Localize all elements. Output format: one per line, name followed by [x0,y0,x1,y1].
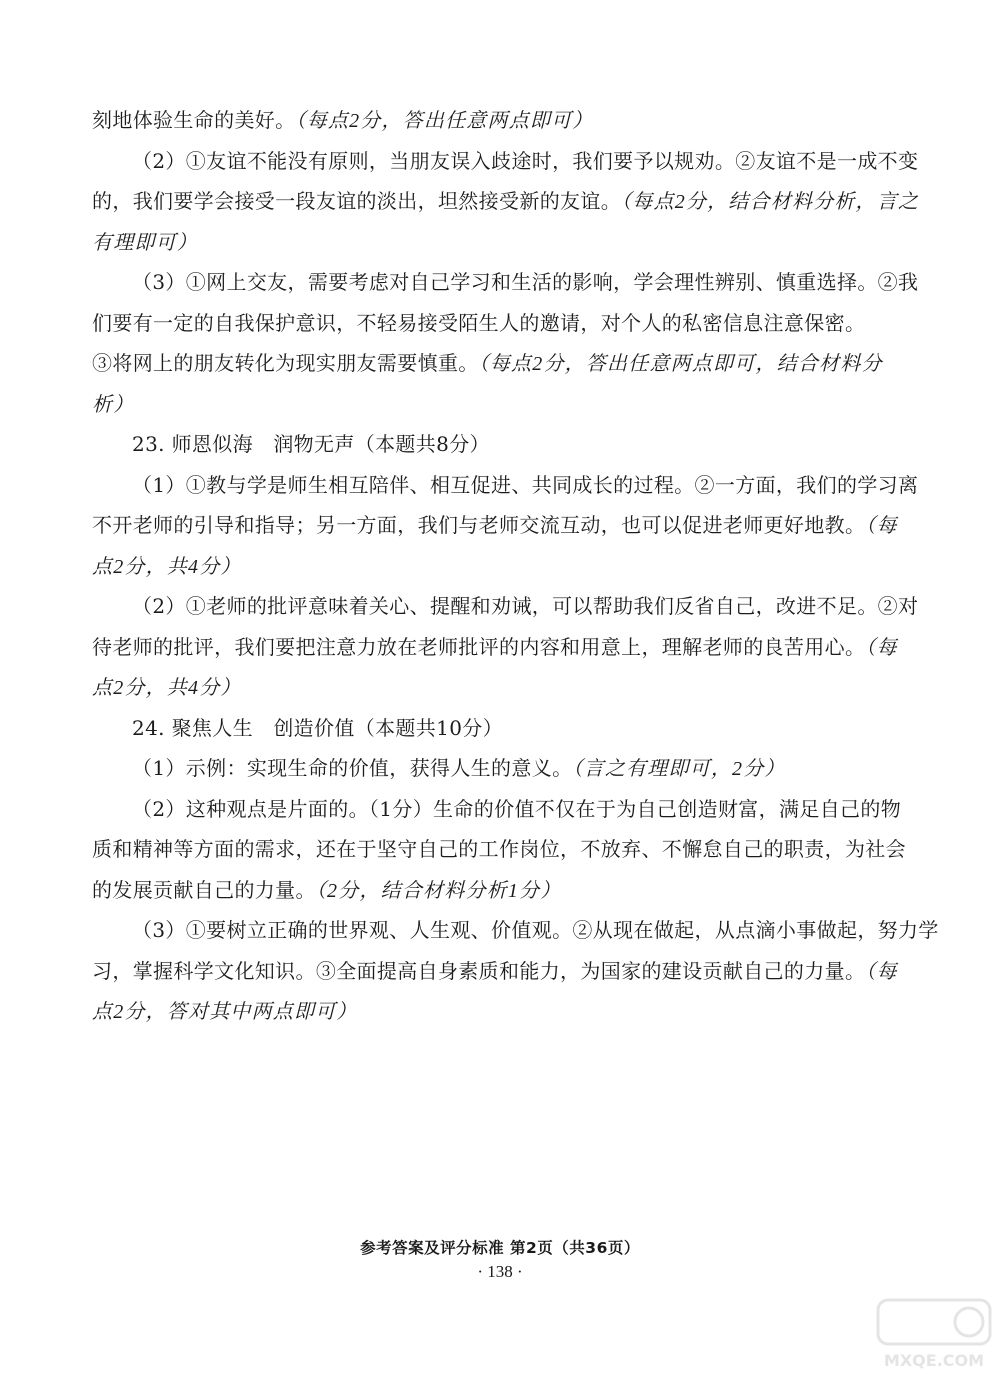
line-text: 刻地体验生命的美好。 [92,108,296,132]
scoring-note: （每点2分，结合材料分析，言之 [621,191,920,213]
line-text: 们要有一定的自我保护意识，不轻易接受陌生人的邀请，对个人的私密信息注意保密。 [92,310,866,335]
text-line [92,708,862,749]
line-text: （3）①要树立正确的世界观、人生观、价值观。②从现在做起，从点滴小事做起，努力学 [132,918,939,942]
scoring-note: （每点2分，答出任意两点即可，结合材料分 [478,353,883,375]
text-line [92,424,862,465]
line-text: ③将网上的朋友转化为现实朋友需要慎重。 [92,351,479,375]
text-line [92,141,919,182]
scoring-note: （言之有理即可，2分） [572,758,786,780]
text-line [92,667,862,708]
scoring-note: 点2分，共4分） [92,555,242,578]
answer-text-block [92,100,939,1032]
text-line [92,748,862,789]
page-footer-title: 参考答案及评分标准 第2页（共36页） [360,1239,640,1257]
line-text: 质和精神等方面的需求，还在于坚守自己的工作岗位，不放弃、不懈怠自己的职责，为社会 [92,837,906,861]
line-text: （2）①友谊不能没有原则，当朋友误入歧途时，我们要予以规劝。②友谊不是一成不变 [132,148,919,173]
text-line [92,870,862,911]
scoring-note: 点2分，答对其中两点即可） [92,1001,358,1023]
scoring-note: 点2分，共4分） [92,677,242,699]
text-line [92,384,862,425]
text-line [92,181,920,222]
text-line [92,829,906,870]
text-line [92,100,862,141]
watermark-logo [874,1294,994,1372]
scoring-note: （每 [865,515,898,537]
line-text: 的，我们要学会接受一段友谊的淡出，坦然接受新的友谊。 [92,189,622,213]
text-line [92,303,866,344]
text-line [92,586,919,627]
line-text: 待老师的批评，我们要把注意力放在老师批评的内容和用意上，理解老师的良苦用心。 [92,634,866,659]
line-text: 习，掌握科学文化知识。③全面提高自身素质和能力，为国家的建设贡献自己的力量。 [92,958,866,983]
text-line [92,910,939,951]
scoring-note: （每点2分，答出任意两点即可） [295,110,594,132]
line-text: （1）示例：实现生命的价值，获得人生的意义。 [132,756,573,780]
text-line [92,262,919,303]
watermark-text: MXQE.COM [883,1351,985,1370]
page-number: · 138 · [477,1262,523,1281]
line-text: （1）①教与学是师生相互陪伴、相互促进、共同成长的过程。②一方面，我们的学习离 [132,472,919,497]
line-text: （3）①网上交友，需要考虑对自己学习和生活的影响，学会理性辨别、慎重选择。②我 [132,270,919,294]
line-text: 24. 聚焦人生 创造价值（本题共10分） [132,715,503,740]
scoring-note: （2分，结合材料分析1分） [315,879,562,902]
line-text: 23. 师恩似海 润物无声（本题共8分） [132,432,490,456]
scoring-note: 析） [92,393,135,416]
text-line [92,789,902,830]
scoring-note: 有理即可） [92,231,198,254]
scoring-note: （每 [865,636,898,659]
line-text: 的发展贡献自己的力量。 [92,877,316,902]
text-line [92,465,919,506]
line-text: （2）这种观点是片面的。（1分）生命的价值不仅在于为自己创造财富，满足自己的物 [132,796,902,821]
text-line [92,627,898,668]
text-line [92,343,883,384]
text-line [92,505,898,546]
line-text: （2）①老师的批评意味着关心、提醒和劝诫，可以帮助我们反省自己，改进不足。②对 [132,594,919,618]
text-line [92,546,862,587]
scoring-note: （每 [865,960,898,983]
line-text: 不开老师的引导和指导；另一方面，我们与老师交流互动，也可以促进老师更好地教。 [92,513,866,537]
text-line [92,991,862,1032]
text-line [92,222,862,263]
text-line [92,951,898,992]
